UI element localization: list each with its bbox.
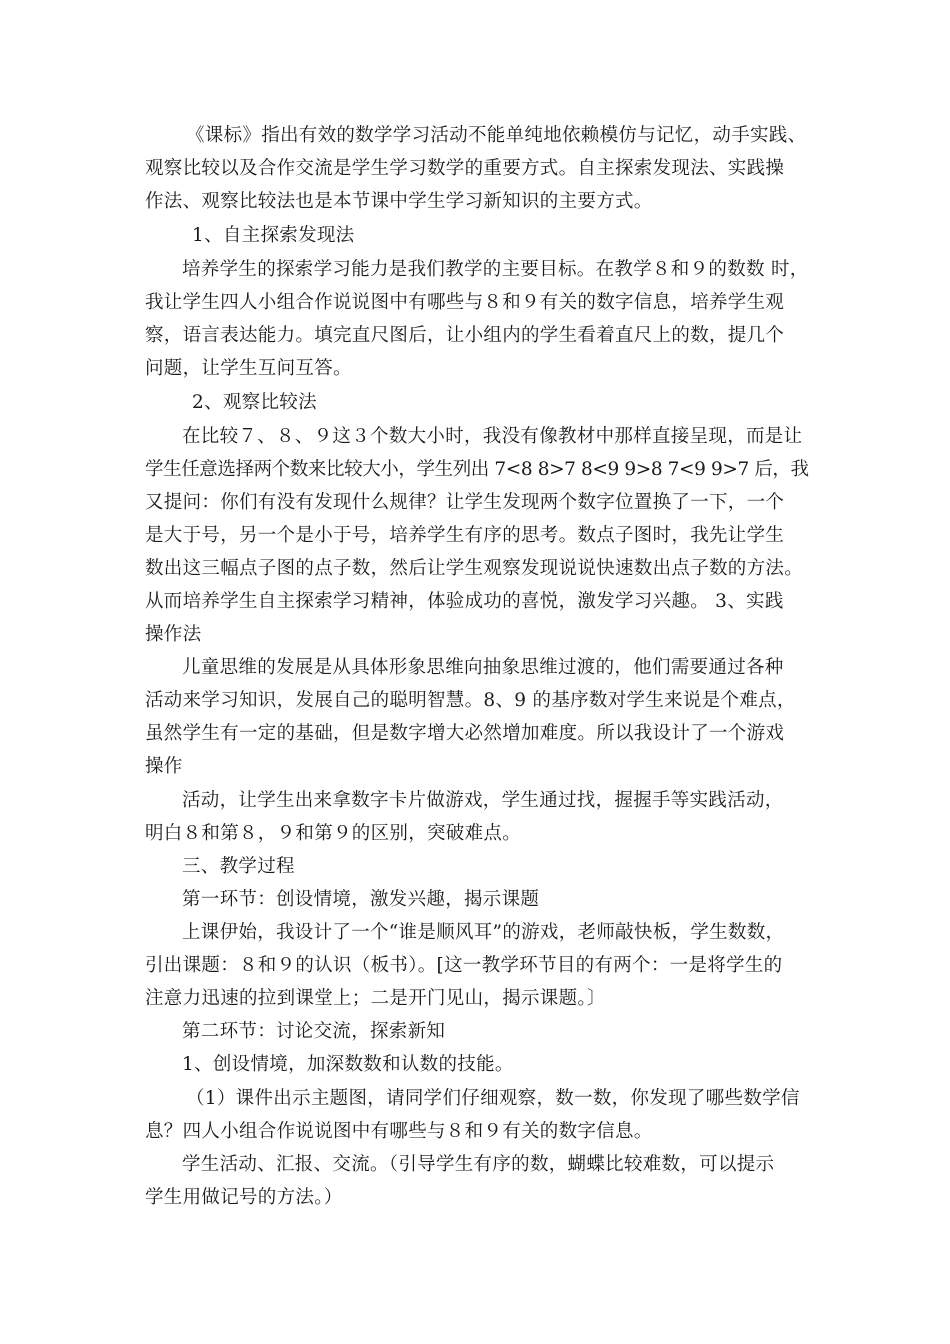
text-line: 1、创设情境，加深数数和认数的技能。	[182, 1054, 514, 1075]
text-line: 注意力迅速的拉到课堂上；二是开门见山，揭示课题。〕	[145, 988, 606, 1009]
text-line: 我让学生四人小组合作说说图中有哪些与８和９有关的数字信息，培养学生观	[145, 292, 785, 313]
text-line: 从而培养学生自主探索学习精神，体验成功的喜悦，激发学习兴趣。 3、实践	[145, 591, 784, 612]
section-heading: 2、观察比较法	[192, 392, 317, 413]
text-line: 数出这三幅点子图的点子数，然后让学生观察发现说说快速数出点子数的方法。	[145, 558, 804, 579]
text-line: 观察比较以及合作交流是学生学习数学的重要方式。自主探索发现法、实践操	[145, 158, 785, 179]
text-line: 《课标》指出有效的数学学习活动不能单纯地依赖模仿与记忆，动手实践、	[186, 125, 807, 146]
section-heading: 第一环节：创设情境，激发兴趣，揭示课题	[182, 889, 540, 910]
text-line: 操作	[145, 756, 183, 777]
text-line: 息？四人小组合作说说图中有哪些与８和９有关的数字信息。	[145, 1121, 653, 1142]
section-heading: 三、教学过程	[182, 856, 295, 877]
text-line: 学生用做记号的方法。）	[145, 1187, 343, 1208]
text-line: （1）课件出示主题图，请同学们仔细观察，数一数，你发现了哪些数学信	[186, 1088, 800, 1109]
text-line: 虽然学生有一定的基础，但是数字增大必然增加难度。所以我设计了一个游戏	[145, 723, 785, 744]
text-line: 问题，让学生互问互答。	[145, 358, 352, 379]
text-line: 又提问：你们有没有发现什么规律？让学生发现两个数字位置换了一下，一个	[145, 492, 785, 513]
section-heading: 1、自主探索发现法	[192, 225, 355, 246]
section-heading: 第二环节：讨论交流，探索新知	[182, 1021, 446, 1042]
text-line: 在比较７、８、９这３个数大小时，我没有像教材中那样直接呈现，而是让	[182, 426, 803, 447]
text-line: 引出课题：８和９的认识（板书）。[这一教学环节目的有两个：一是将学生的	[145, 955, 783, 976]
text-line: 学生任意选择两个数来比较大小，学生列出 7<8 8>7 8<9 9>8 7<9 9>7 后，我	[145, 459, 809, 480]
text-line: 儿童思维的发展是从具体形象思维向抽象思维过渡的，他们需要通过各种	[182, 657, 784, 678]
text-line: 作法、观察比较法也是本节课中学生学习新知识的主要方式。	[145, 191, 653, 212]
text-line: 操作法	[145, 624, 202, 645]
text-line: 上课伊始，我设计了一个“谁是顺风耳”的游戏，老师敲快板，学生数数，	[182, 922, 785, 943]
text-line: 活动来学习知识，发展自己的聪明智慧。8、9 的基序数对学生来说是个难点，	[145, 690, 796, 711]
text-line: 培养学生的探索学习能力是我们教学的主要目标。在教学８和９的数数 时，	[182, 259, 809, 280]
text-line: 是大于号，另一个是小于号，培养学生有序的思考。数点子图时，我先让学生	[145, 525, 785, 546]
text-line: 学生活动、汇报、交流。（引导学生有序的数，蝴蝶比较难数，可以提示	[182, 1154, 775, 1175]
text-line: 察，语言表达能力。填完直尺图后，让小组内的学生看着直尺上的数，提几个	[145, 325, 785, 346]
text-line: 明白８和第８，９和第９的区别，突破难点。	[145, 823, 522, 844]
text-line: 活动，让学生出来拿数字卡片做游戏，学生通过找，握握手等实践活动，	[182, 790, 784, 811]
